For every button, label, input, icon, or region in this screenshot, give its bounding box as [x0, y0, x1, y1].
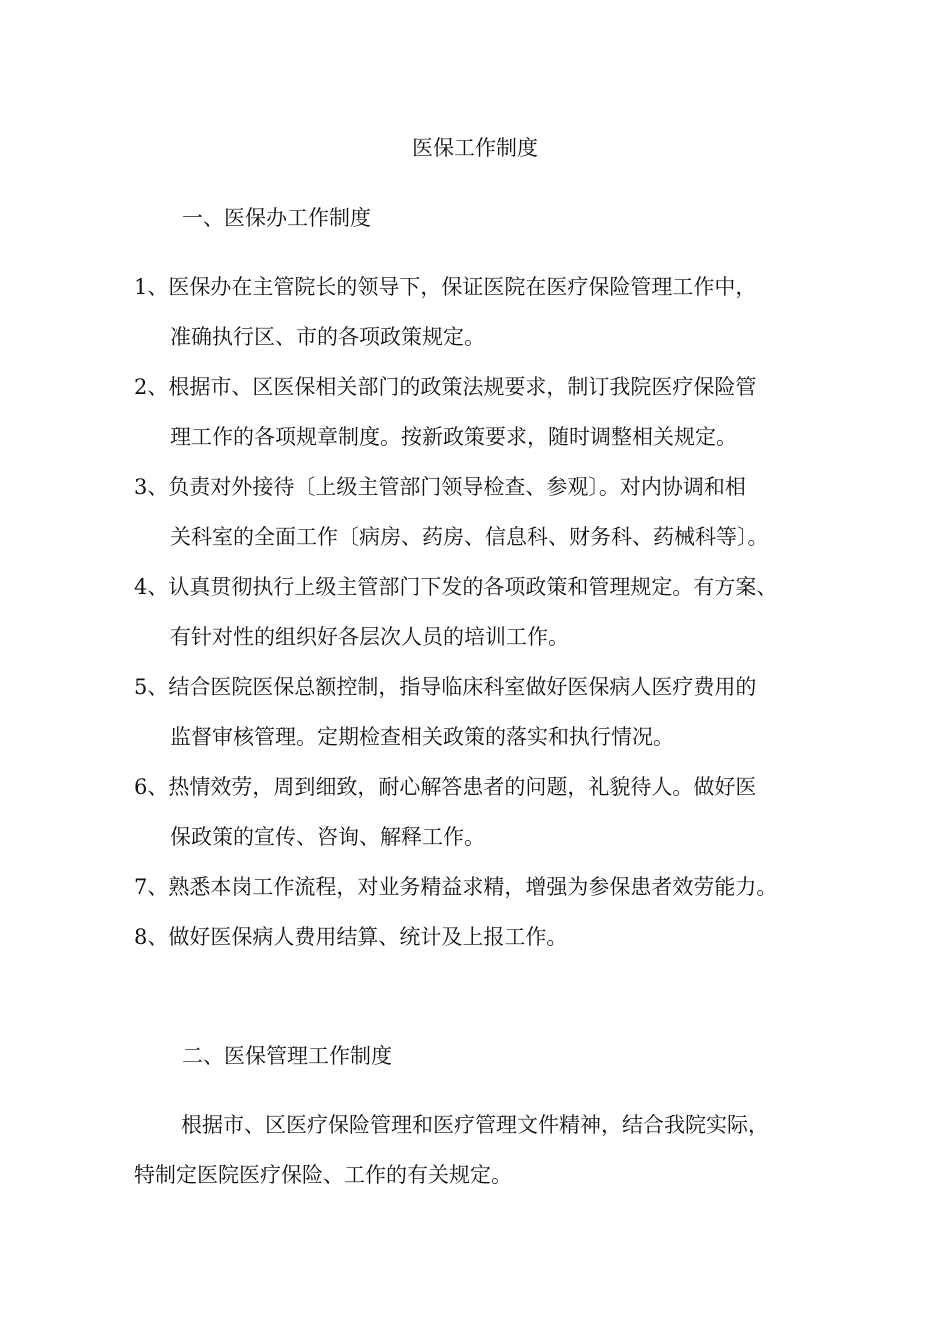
list-item-6-number: 6、	[134, 775, 169, 799]
list-item-3-line-2: 关科室的全面工作〔病房、药房、信息科、财务科、药械科等〕。	[170, 525, 769, 549]
list-item-1	[134, 262, 824, 362]
list-item-1-line-2: 准确执行区、市的各项政策规定。	[170, 325, 485, 349]
list-item-4-line-2: 有针对性的组织好各层次人员的培训工作。	[170, 625, 569, 649]
list-item-5	[134, 662, 824, 762]
list-item-3-number: 3、	[134, 475, 169, 499]
list-item-8-line-1: 8、做好医保病人费用结算、统计及上报工作。	[134, 925, 568, 949]
list-item-5-line-2: 监督审核管理。定期检查相关政策的落实和执行情况。	[170, 725, 674, 749]
list-item-8-number: 8、	[134, 925, 169, 949]
list-item-7	[134, 862, 824, 912]
list-item-4-number: 4、	[134, 575, 169, 599]
list-item-8	[134, 912, 824, 962]
list-item-6-line-2: 保政策的宣传、咨询、解释工作。	[170, 825, 485, 849]
section-2-paragraph-line-1: 根据市、区医疗保险管理和医疗管理文件精神，结合我院实际，	[181, 1113, 769, 1137]
section-2-heading: 二、医保管理工作制度	[182, 1044, 392, 1068]
list-item-1-number: 1、	[134, 275, 169, 299]
list-item-3	[134, 462, 824, 562]
section-2-paragraph	[134, 1100, 834, 1200]
list-item-7-number: 7、	[134, 875, 169, 899]
list-item-2-line-2: 理工作的各项规章制度。按新政策要求，随时调整相关规定。	[170, 425, 737, 449]
list-item-6	[134, 762, 824, 862]
section-1-heading: 一、医保办工作制度	[182, 206, 371, 230]
list-item-1-line-1: 1、医保办在主管院长的领导下，保证医院在医疗保险管理工作中，	[134, 275, 757, 299]
list-item-7-line-1: 7、熟悉本岗工作流程，对业务精益求精，增强为参保患者效劳能力。	[134, 875, 778, 899]
list-item-4-line-1: 4、认真贯彻执行上级主管部门下发的各项政策和管理规定。有方案、	[134, 575, 778, 599]
list-item-6-line-1: 6、热情效劳，周到细致，耐心解答患者的问题，礼貌待人。做好医	[134, 775, 757, 799]
list-item-2-number: 2、	[134, 375, 169, 399]
list-item-2	[134, 362, 824, 462]
list-item-5-number: 5、	[134, 675, 169, 699]
document-title: 医保工作制度	[412, 136, 538, 160]
list-item-3-line-1: 3、负责对外接待〔上级主管部门领导检查、参观〕。对内协调和相	[134, 475, 746, 499]
list-item-5-line-1: 5、结合医院医保总额控制，指导临床科室做好医保病人医疗费用的	[134, 675, 757, 699]
section-2-paragraph-line-2: 特制定医院医疗保险、工作的有关规定。	[134, 1163, 512, 1187]
list-item-4	[134, 562, 824, 662]
list-item-2-line-1: 2、根据市、区医保相关部门的政策法规要求，制订我院医疗保险管	[134, 375, 757, 399]
